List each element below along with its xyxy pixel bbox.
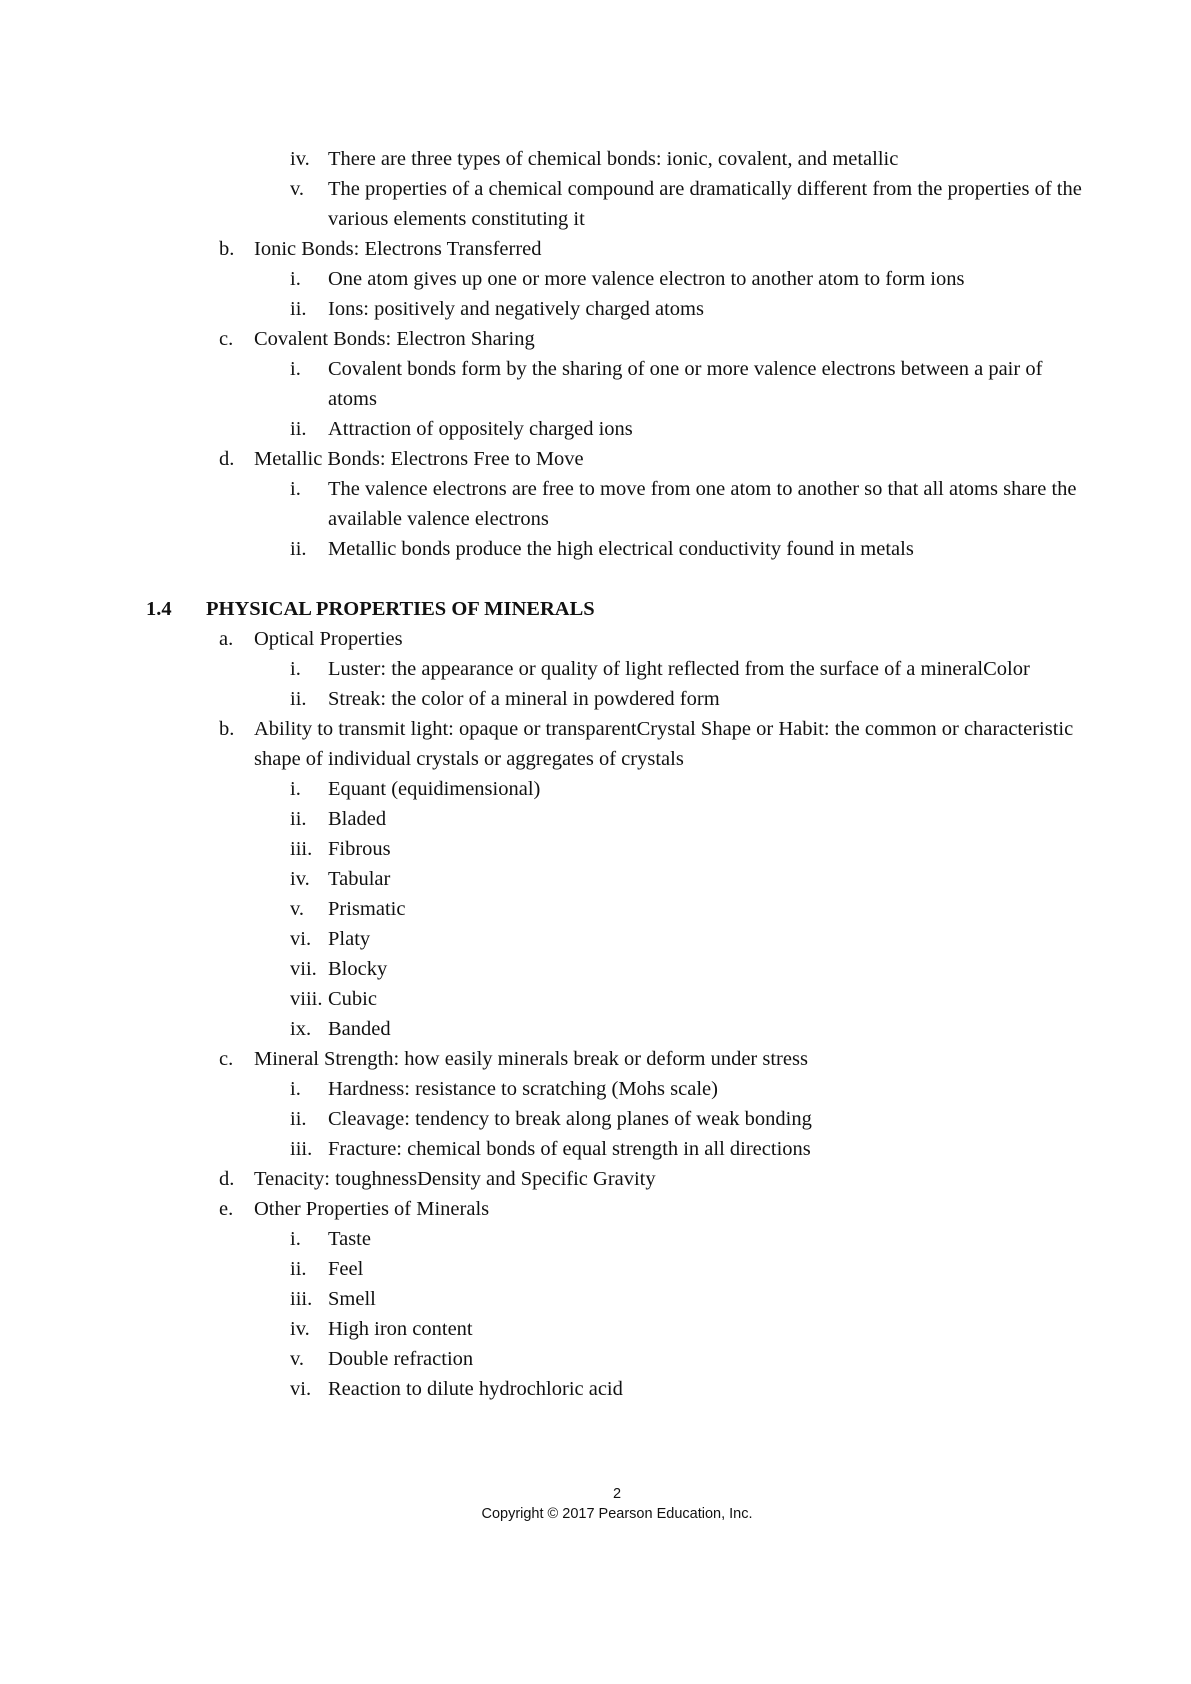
copyright-notice: Copyright © 2017 Pearson Education, Inc. [481,1506,753,1522]
sub-item [0,1014,1086,1044]
list-item-text: Ions: positively and negatively charged atoms [328,298,704,320]
list-item-text: Luster: the appearance or quality of light reflected from the surface of a mineralColor [328,658,1030,680]
sub-item [0,864,1086,894]
list-marker: iii. [290,1288,313,1310]
list-item-text: Equant (equidimensional) [328,778,541,800]
sub-item [0,534,1086,564]
list-item-text: Streak: the color of a mineral in powdered form [328,688,720,710]
list-marker: ii. [290,418,307,440]
outline-item [0,624,1086,654]
list-item-text: The valence electrons are free to move from one atom to another so that all atoms share the available valence electrons [328,478,1077,530]
section-title: PHYSICAL PROPERTIES OF MINERALS [206,598,595,620]
list-item-text: Optical Properties [254,628,403,650]
list-marker: v. [290,898,305,920]
list-marker: c. [219,328,234,350]
list-marker: a. [219,628,234,650]
list-marker: i. [290,478,301,500]
list-marker: b. [219,238,235,260]
list-item-text: Double refraction [328,1348,474,1370]
list-marker: ii. [290,688,307,710]
sub-item [0,894,1086,924]
list-marker: ix. [290,1018,312,1040]
list-marker: d. [219,1168,235,1190]
sub-item [0,804,1086,834]
list-item-text: Hardness: resistance to scratching (Mohs scale) [328,1078,718,1100]
list-item-text: Covalent Bonds: Electron Sharing [254,328,535,350]
sub-item [0,1104,1086,1134]
list-marker: i. [290,1078,301,1100]
sub-item [0,294,1086,324]
physical-properties-outline [0,624,1191,1404]
sub-item [0,414,1086,444]
list-marker: viii. [290,988,323,1010]
sub-item [0,984,1086,1014]
list-item-text: Metallic Bonds: Electrons Free to Move [254,448,584,470]
list-item-text: Other Properties of Minerals [254,1198,490,1220]
list-marker: vii. [290,958,317,980]
list-item-text: Prismatic [328,898,406,920]
list-item-text: Platy [328,928,371,950]
sub-item [0,1074,1086,1104]
sub-item [0,774,1086,804]
list-item-text: Ionic Bonds: Electrons Transferred [254,238,542,260]
list-item-text: Mineral Strength: how easily minerals break or deform under stress [254,1048,808,1070]
list-marker: ii. [290,808,307,830]
list-marker: i. [290,268,301,290]
outline-item [0,714,1086,774]
list-marker: iv. [290,148,310,170]
list-item-text: Tenacity: toughnessDensity and Specific Gravity [254,1168,656,1190]
list-marker: iv. [290,868,310,890]
list-marker: ii. [290,538,307,560]
list-item-text: High iron content [328,1318,473,1340]
chemical-bonds-outline [0,144,1191,564]
list-item-text: Cubic [328,988,377,1010]
sub-item [0,654,1086,684]
list-marker: vi. [290,928,312,950]
list-item-text: Feel [328,1258,364,1280]
sub-item [0,1254,1086,1284]
sub-item [0,474,1086,534]
list-marker: e. [219,1198,234,1220]
list-marker: iii. [290,1138,313,1160]
list-marker: ii. [290,1108,307,1130]
list-item-text: Blocky [328,958,388,980]
document-body [0,144,1191,1404]
sub-item [0,1314,1086,1344]
outline-item [0,324,1086,354]
list-marker: ii. [290,1258,307,1280]
list-marker: iii. [290,838,313,860]
outline-item [0,1044,1086,1074]
list-item-text: Smell [328,1288,376,1310]
list-item-text: Cleavage: tendency to break along planes of weak bonding [328,1108,812,1130]
list-marker: iv. [290,1318,310,1340]
sub-item [0,954,1086,984]
sub-item [0,1134,1086,1164]
list-marker: ii. [290,298,307,320]
list-item-text: Ability to transmit light: opaque or transparentCrystal Shape or Habit: the common or characteristic shape of individual crystals or aggregates of crystals [254,718,1074,770]
list-marker: v. [290,178,305,200]
list-item-text: Reaction to dilute hydrochloric acid [328,1378,623,1400]
list-item-text: Metallic bonds produce the high electrical conductivity found in metals [328,538,914,560]
sub-item [0,1344,1086,1374]
sub-item [0,834,1086,864]
sub-item [0,144,1086,174]
list-item-text: There are three types of chemical bonds: ionic, covalent, and metallic [328,148,899,170]
sub-item [0,1284,1086,1314]
list-marker: c. [219,1048,234,1070]
list-marker: i. [290,358,301,380]
list-item-text: Bladed [328,808,387,830]
list-item-text: Fibrous [328,838,391,860]
list-marker: vi. [290,1378,312,1400]
page-number: 2 [612,1486,622,1502]
list-item-text: One atom gives up one or more valence electron to another atom to form ions [328,268,965,290]
list-item-text: Attraction of oppositely charged ions [328,418,633,440]
sub-item [0,264,1086,294]
list-marker: i. [290,778,301,800]
sub-item [0,684,1086,714]
outline-item [0,234,1086,264]
outline-item [0,1164,1086,1194]
outline-item [0,444,1086,474]
list-marker: b. [219,718,235,740]
list-marker: v. [290,1348,305,1370]
sub-item [0,924,1086,954]
sub-item [0,1224,1086,1254]
list-marker: i. [290,1228,301,1250]
sub-item [0,1374,1086,1404]
list-item-text: Banded [328,1018,391,1040]
outline-item [0,1194,1086,1224]
section-number: 1.4 [146,598,172,620]
list-item-text: Fracture: chemical bonds of equal strength in all directions [328,1138,811,1160]
sub-item [0,174,1086,234]
section-heading [0,594,1191,624]
list-marker: i. [290,658,301,680]
list-item-text: The properties of a chemical compound are dramatically different from the properties of the various elements constituting it [328,178,1082,230]
list-marker: d. [219,448,235,470]
sub-item [0,354,1086,414]
list-item-text: Taste [328,1228,371,1250]
list-item-text: Covalent bonds form by the sharing of one or more valence electrons between a pair of atoms [328,358,1043,410]
list-item-text: Tabular [328,868,391,890]
